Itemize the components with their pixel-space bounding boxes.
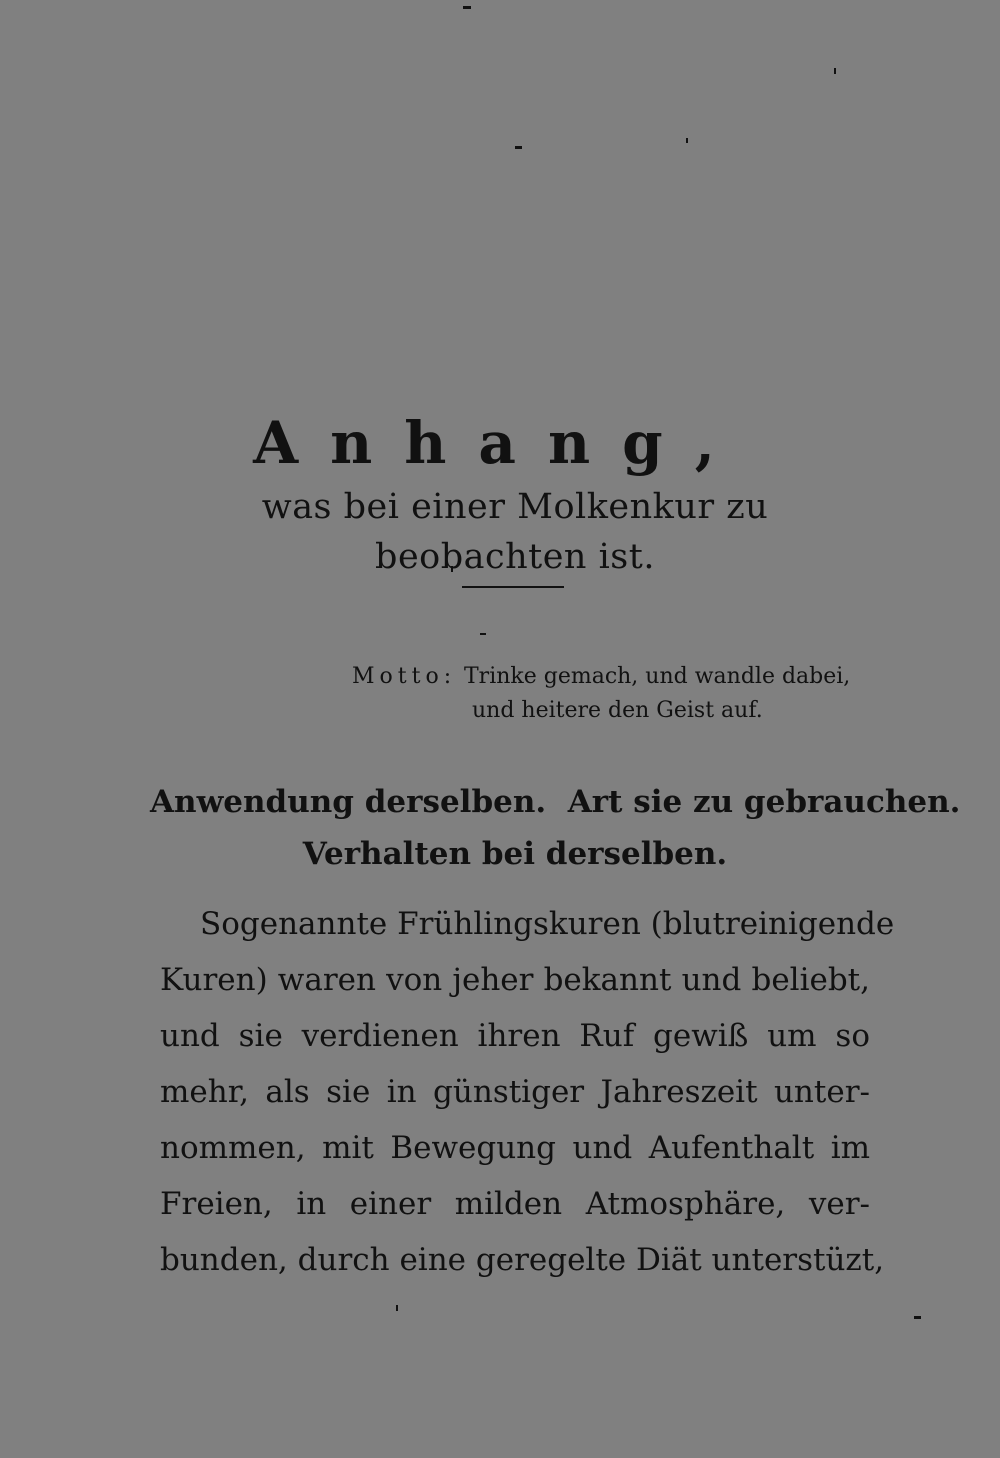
motto-label: Motto: [352,664,457,689]
section-heading [150,776,961,880]
scan-speck [463,6,471,9]
scan-speck [686,138,688,143]
motto-line-2: und heitere den Geist auf. [472,698,763,723]
body-paragraph [160,896,895,1288]
scan-speck [914,1316,921,1319]
scan-speck [396,1305,398,1311]
chapter-subtitle: was bei einer Molkenkur zu beobachten ist. [261,487,769,577]
divider-rule [462,586,564,588]
section-heading-line-1: Anwendung derselben. Art sie zu gebrauchen. [150,784,961,820]
motto [352,660,892,728]
scan-speck [515,146,522,149]
body-line: mehr, als sie in günstiger Jahreszeit unter- [160,1074,870,1110]
section-heading-line-2: Verhalten bei derselben. [302,836,728,872]
body-line: bunden, durch eine geregelte Diät unterstüzt, [160,1242,885,1278]
scan-speck [480,633,486,635]
chapter-title: Anhang, [253,409,747,477]
scan-speck [834,68,836,74]
motto-line-1 [352,660,892,694]
body-line: Freien, in einer milden Atmosphäre, ver- [160,1186,870,1222]
body-line: nommen, mit Bewegung und Aufenthalt im [160,1130,870,1166]
body-line: und sie verdienen ihren Ruf gewiß um so [160,1018,870,1054]
body-line: Kuren) waren von jeher bekannt und beliebt, [160,962,870,998]
motto-text-1: Trinke gemach, und wandle dabei, [464,664,851,689]
body-line: Sogenannte Frühlingskuren (blutreinigende [200,906,895,942]
